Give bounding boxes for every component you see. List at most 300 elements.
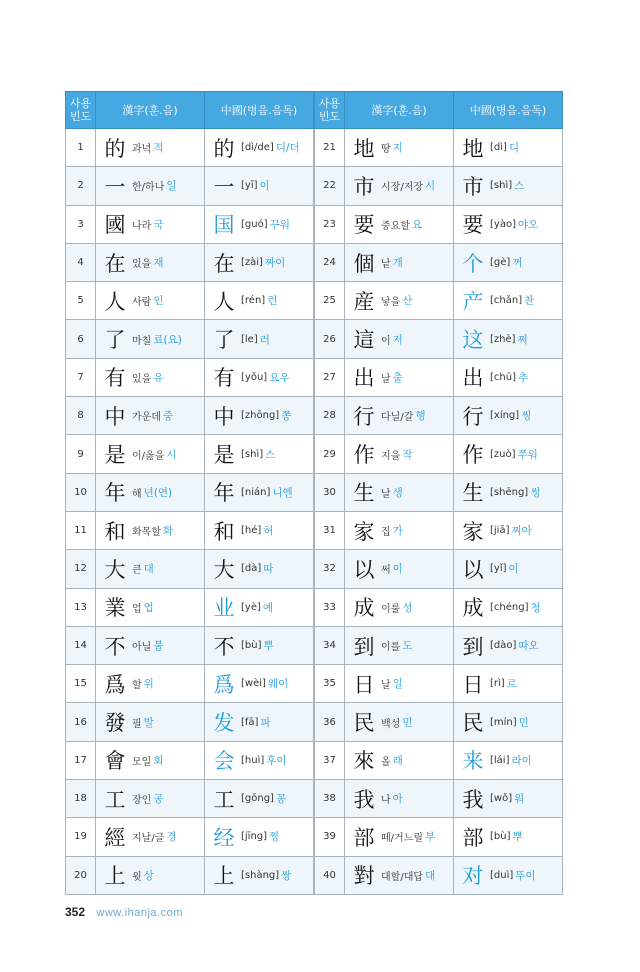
hanja-sound: 시 (166, 448, 177, 461)
pinyin: [dào] (490, 640, 517, 651)
korean-cell (345, 397, 454, 435)
hanja-char: 人 (104, 289, 126, 314)
simplified-char: 个 (462, 251, 484, 276)
chinese-cell (454, 243, 563, 281)
korean-cell (96, 588, 205, 626)
rank-cell: 33 (315, 588, 345, 626)
table-row (66, 511, 314, 549)
hanja-meaning: 날 (381, 488, 391, 500)
chinese-reading: 라이 (511, 754, 532, 767)
pinyin: [zhōng] (241, 410, 280, 422)
rank-cell: 13 (66, 588, 96, 626)
simplified-char: 人 (213, 289, 235, 314)
korean-cell (345, 588, 454, 626)
hanja-sound: 업 (143, 601, 154, 614)
pinyin: [mín] (490, 716, 517, 728)
chinese-cell (454, 665, 563, 703)
chinese-reading: 디 (508, 142, 520, 155)
pinyin: [wǒ] (490, 793, 513, 805)
hanja-meaning: 집 (381, 527, 391, 539)
chinese-cell (205, 358, 314, 396)
chinese-reading: 허 (263, 525, 274, 538)
rank-cell: 31 (315, 511, 345, 549)
chinese-cell (205, 511, 314, 549)
chinese-cell (454, 856, 563, 894)
hanja-sound: 래 (392, 754, 403, 767)
chinese-reading: 뿌 (512, 831, 523, 844)
chinese-reading: 워 (514, 793, 525, 806)
hanja-meaning: 과녁 (132, 144, 152, 156)
chinese-reading: 짜이 (264, 257, 286, 270)
hanja-meaning: 날 (381, 373, 391, 385)
hanja-meaning: 있을 (132, 373, 152, 385)
table-row (66, 626, 314, 664)
chinese-cell (454, 741, 563, 779)
simplified-char: 民 (462, 711, 484, 736)
pinyin: [lái] (490, 754, 510, 766)
chinese-cell (454, 167, 563, 205)
korean-cell (96, 856, 205, 894)
simplified-char: 中 (213, 404, 235, 429)
hanja-table-right (314, 91, 563, 895)
rank-cell: 30 (315, 473, 345, 511)
table-row (66, 358, 314, 396)
chinese-reading: 따오 (518, 640, 539, 652)
hanja-sound: 국 (153, 218, 164, 231)
korean-cell (345, 129, 454, 167)
pinyin: [fā] (241, 716, 259, 728)
chinese-cell (205, 703, 314, 741)
hanja-char: 家 (353, 519, 375, 544)
hanja-meaning: 이 (381, 335, 391, 347)
korean-cell (345, 511, 454, 549)
korean-cell (345, 626, 454, 664)
hanja-sound: 발 (143, 716, 154, 729)
simplified-char: 产 (462, 289, 484, 314)
hanja-sound: 출 (392, 371, 403, 384)
hanja-sound: 유 (153, 371, 164, 384)
hanja-sound: 대 (425, 869, 436, 882)
rank-cell: 9 (66, 435, 96, 473)
korean-cell (96, 626, 205, 664)
chinese-reading: 스 (265, 448, 276, 461)
chinese-reading: 민 (518, 716, 529, 729)
table-row (315, 397, 563, 435)
hanja-char: 部 (353, 825, 375, 850)
rank-cell: 39 (315, 818, 345, 856)
hanja-meaning: 백성 (381, 718, 401, 730)
hanja-sound: 료(요) (153, 333, 182, 346)
simplified-char: 家 (462, 519, 484, 544)
hanja-meaning: 낳을 (381, 297, 401, 309)
pinyin: [yī] (241, 180, 258, 192)
pinyin: [shì] (490, 180, 513, 192)
simplified-char: 是 (213, 443, 235, 468)
rank-cell: 17 (66, 741, 96, 779)
hanja-sound: 아 (392, 793, 403, 806)
simplified-char: 一 (213, 174, 235, 199)
chinese-cell (205, 856, 314, 894)
simplified-char: 这 (462, 328, 484, 353)
header-rank-label: 사용 빈도 (318, 97, 341, 123)
pinyin: [shì] (241, 448, 264, 460)
simplified-char: 国 (213, 213, 235, 238)
rank-cell: 28 (315, 397, 345, 435)
chinese-cell (454, 205, 563, 243)
table-row (315, 703, 563, 741)
simplified-char: 市 (462, 174, 484, 199)
hanja-char: 個 (353, 251, 375, 276)
simplified-char: 经 (213, 825, 235, 850)
table-row (66, 550, 314, 588)
header-korean: 漢字(훈.음) (345, 92, 454, 129)
hanja-char: 對 (353, 864, 375, 889)
korean-cell (96, 129, 205, 167)
simplified-char: 了 (213, 328, 235, 353)
table-row (66, 703, 314, 741)
simplified-char: 不 (213, 634, 235, 659)
chinese-cell (454, 703, 563, 741)
chinese-cell (454, 358, 563, 396)
hanja-char: 的 (104, 136, 126, 161)
hanja-meaning: 해 (132, 488, 142, 500)
rank-cell: 25 (315, 282, 345, 320)
table-row (315, 511, 563, 549)
hanja-char: 會 (104, 749, 126, 774)
pinyin: [bù] (490, 831, 511, 843)
pinyin: [wèi] (241, 678, 266, 690)
table-row (66, 167, 314, 205)
header-rank (315, 92, 345, 129)
pinyin: [nián] (241, 486, 271, 498)
hanja-sound: 가 (392, 525, 403, 538)
pinyin: [zài] (241, 257, 263, 269)
chinese-reading: 뚜이 (515, 869, 536, 882)
chinese-reading: 니엔 (272, 486, 293, 499)
chinese-cell (454, 435, 563, 473)
hanja-meaning: 아닐 (132, 642, 152, 653)
table-row (315, 243, 563, 281)
hanja-meaning: 필 (132, 718, 142, 730)
hanja-char: 業 (104, 596, 126, 621)
rank-cell: 32 (315, 550, 345, 588)
pinyin: [bù] (241, 640, 262, 651)
table-row (315, 626, 563, 664)
hanja-meaning: 화목할 (132, 527, 161, 539)
pinyin: [gè] (490, 257, 511, 269)
hanja-meaning: 중요할 (381, 220, 410, 232)
hanja-char: 在 (104, 251, 126, 276)
chinese-reading: 썽 (530, 486, 541, 499)
table-row (66, 397, 314, 435)
rank-cell: 37 (315, 741, 345, 779)
pinyin: [yǒu] (241, 371, 268, 383)
korean-cell (345, 282, 454, 320)
hanja-sound: 요 (411, 218, 423, 231)
hanja-char: 爲 (104, 672, 126, 697)
rank-cell: 34 (315, 626, 345, 664)
chinese-reading: 요우 (269, 371, 290, 384)
hanja-meaning: 날 (381, 680, 391, 692)
hanja-sound: 이 (392, 563, 403, 576)
hanja-table-left (65, 91, 314, 895)
chinese-reading: 파 (260, 716, 271, 729)
simplified-char: 会 (213, 749, 235, 774)
hanja-char: 行 (353, 404, 375, 429)
rank-cell: 10 (66, 473, 96, 511)
chinese-reading: 이 (508, 563, 519, 576)
hanja-meaning: 나라 (132, 220, 152, 232)
pinyin: [duì] (490, 869, 514, 881)
footer-url: www.ihanja.com (96, 907, 183, 919)
chinese-cell (205, 320, 314, 358)
hanja-sound: 성 (402, 601, 413, 614)
pinyin: [dà] (241, 563, 262, 575)
hanja-char: 國 (104, 213, 126, 238)
header-chinese: 中國(병음.음독) (205, 92, 314, 129)
chinese-reading: 러 (259, 333, 270, 346)
rank-cell: 5 (66, 282, 96, 320)
simplified-char: 对 (462, 864, 484, 889)
pinyin: [le] (241, 333, 258, 345)
simplified-char: 和 (213, 519, 235, 544)
pinyin: [chǎn] (490, 295, 523, 307)
chinese-cell (205, 665, 314, 703)
hanja-sound: 대 (143, 563, 154, 576)
hanja-meaning: 윗 (132, 871, 142, 883)
chinese-reading: 쩌 (517, 333, 528, 346)
pinyin: [jiā] (490, 525, 510, 537)
pinyin: [chū] (490, 371, 516, 383)
simplified-char: 有 (213, 366, 235, 391)
rank-cell: 26 (315, 320, 345, 358)
hanja-char: 有 (104, 366, 126, 391)
korean-cell (345, 167, 454, 205)
header-rank-label: 사용 빈도 (69, 97, 92, 123)
hanja-sound: 적 (153, 142, 164, 155)
hanja-char: 上 (104, 864, 126, 889)
hanja-sound: 상 (143, 869, 154, 882)
rank-cell: 6 (66, 320, 96, 358)
simplified-char: 部 (462, 825, 484, 850)
rank-cell: 16 (66, 703, 96, 741)
rank-cell: 4 (66, 243, 96, 281)
chinese-cell (454, 320, 563, 358)
simplified-char: 以 (462, 557, 484, 582)
chinese-cell (205, 473, 314, 511)
simplified-char: 上 (213, 864, 235, 889)
pinyin: [dì/de] (241, 142, 274, 154)
rank-cell: 36 (315, 703, 345, 741)
table-row (315, 358, 563, 396)
korean-cell (96, 282, 205, 320)
pinyin: [shàng] (241, 869, 280, 881)
hanja-meaning: 사람 (132, 297, 152, 309)
chinese-cell (205, 588, 314, 626)
chinese-cell (205, 435, 314, 473)
korean-cell (345, 818, 454, 856)
chinese-reading: 씽 (521, 410, 532, 423)
table-row (66, 129, 314, 167)
table-row (66, 243, 314, 281)
korean-cell (345, 473, 454, 511)
rank-cell: 35 (315, 665, 345, 703)
korean-cell (345, 703, 454, 741)
hanja-meaning: 지날/글 (132, 833, 165, 845)
header-korean: 漢字(훈.음) (96, 92, 205, 129)
korean-cell (96, 511, 205, 549)
hanja-char: 我 (353, 787, 375, 812)
chinese-cell (205, 129, 314, 167)
chinese-cell (205, 741, 314, 779)
chinese-reading: 꽁 (275, 793, 287, 806)
header-rank (66, 92, 96, 129)
hanja-sound: 개 (392, 257, 403, 270)
table-row (315, 741, 563, 779)
hanja-meaning: 시장/저장 (381, 182, 424, 194)
rank-cell: 2 (66, 167, 96, 205)
hanja-char: 年 (104, 481, 126, 506)
rank-cell: 8 (66, 397, 96, 435)
page-footer (65, 905, 183, 919)
chinese-reading: 르 (506, 678, 517, 691)
hanja-char: 大 (104, 557, 126, 582)
simplified-char: 行 (462, 404, 484, 429)
hanja-char: 出 (353, 366, 375, 391)
hanja-sound: 위 (143, 678, 154, 691)
hanja-meaning: 업 (132, 603, 142, 615)
chinese-reading: 예 (262, 601, 274, 614)
rank-cell: 20 (66, 856, 96, 894)
hanja-sound: 년(연) (143, 486, 173, 499)
chinese-cell (205, 626, 314, 664)
table-row (315, 435, 563, 473)
korean-cell (345, 856, 454, 894)
hanja-meaning: 이/옳을 (132, 450, 165, 462)
pinyin: [yào] (490, 218, 516, 230)
simplified-char: 我 (462, 787, 484, 812)
hanja-sound: 경 (166, 831, 177, 844)
chinese-cell (205, 243, 314, 281)
hanja-sound: 시 (425, 180, 436, 193)
rank-cell: 22 (315, 167, 345, 205)
chinese-reading: 쌍 (281, 869, 292, 882)
hanja-sound: 중 (162, 410, 174, 423)
table-row (66, 665, 314, 703)
hanja-meaning: 땅 (381, 144, 391, 156)
korean-cell (345, 741, 454, 779)
korean-cell (345, 243, 454, 281)
simplified-char: 作 (462, 443, 484, 468)
simplified-char: 成 (462, 596, 484, 621)
chinese-cell (454, 282, 563, 320)
korean-cell (345, 435, 454, 473)
korean-cell (96, 243, 205, 281)
pinyin: [rì] (490, 678, 505, 690)
hanja-meaning: 한/하나 (132, 182, 165, 194)
chinese-cell (454, 818, 563, 856)
hanja-meaning: 써 (381, 565, 391, 577)
table-row (315, 665, 563, 703)
hanja-meaning: 할 (132, 680, 142, 692)
pinyin: [chéng] (490, 601, 529, 613)
chinese-cell (454, 626, 563, 664)
chinese-reading: 디/더 (275, 142, 300, 155)
chinese-reading: 야오 (517, 218, 539, 231)
pinyin: [shēng] (490, 486, 529, 498)
chinese-cell (454, 473, 563, 511)
simplified-char: 日 (462, 672, 484, 697)
rank-cell: 24 (315, 243, 345, 281)
hanja-meaning: 나 (381, 795, 391, 807)
hanja-char: 工 (104, 787, 126, 812)
pinyin: [rén] (241, 295, 266, 307)
hanja-sound: 작 (402, 448, 413, 461)
hanja-sound: 산 (402, 295, 413, 308)
rank-cell: 14 (66, 626, 96, 664)
pinyin: [xíng] (490, 410, 520, 422)
rank-cell: 40 (315, 856, 345, 894)
chinese-cell (454, 511, 563, 549)
korean-cell (345, 780, 454, 818)
rank-cell: 7 (66, 358, 96, 396)
korean-cell (96, 397, 205, 435)
hanja-sound: 인 (153, 295, 164, 308)
rank-cell: 21 (315, 129, 345, 167)
chinese-reading: 쭈워 (517, 448, 538, 461)
table-row (66, 435, 314, 473)
hanja-char: 到 (353, 634, 375, 659)
hanja-sound: 일 (392, 678, 403, 691)
simplified-char: 在 (213, 251, 235, 276)
simplified-char: 大 (213, 557, 235, 582)
hanja-sound: 민 (402, 716, 413, 729)
chinese-reading: 쫑 (281, 410, 292, 423)
hanja-sound: 행 (415, 410, 426, 423)
rank-cell: 18 (66, 780, 96, 818)
hanja-meaning: 대할/대답 (381, 871, 424, 883)
hanja-char: 這 (353, 328, 375, 353)
hanja-sound: 불 (153, 640, 164, 652)
rank-cell: 19 (66, 818, 96, 856)
hanja-char: 中 (104, 404, 126, 429)
table-row (315, 473, 563, 511)
simplified-char: 地 (462, 136, 484, 161)
chinese-cell (205, 397, 314, 435)
hanja-char: 地 (353, 136, 375, 161)
simplified-char: 爲 (213, 672, 235, 697)
hanja-meaning: 지을 (381, 450, 401, 462)
pinyin: [yǐ] (490, 563, 507, 575)
chinese-cell (205, 818, 314, 856)
korean-cell (96, 703, 205, 741)
korean-cell (96, 205, 205, 243)
chinese-reading: 스 (514, 180, 525, 193)
simplified-char: 要 (462, 213, 484, 238)
pinyin: [guó] (241, 218, 268, 230)
chinese-cell (454, 129, 563, 167)
table-row (315, 588, 563, 626)
simplified-char: 生 (462, 481, 484, 506)
table-row (66, 856, 314, 894)
korean-cell (96, 167, 205, 205)
hanja-meaning: 장인 (132, 795, 152, 807)
pinyin: [zhè] (490, 333, 516, 345)
hanja-char: 要 (353, 213, 375, 238)
table-row (66, 320, 314, 358)
table-row (66, 588, 314, 626)
hanja-sound: 공 (153, 793, 164, 806)
